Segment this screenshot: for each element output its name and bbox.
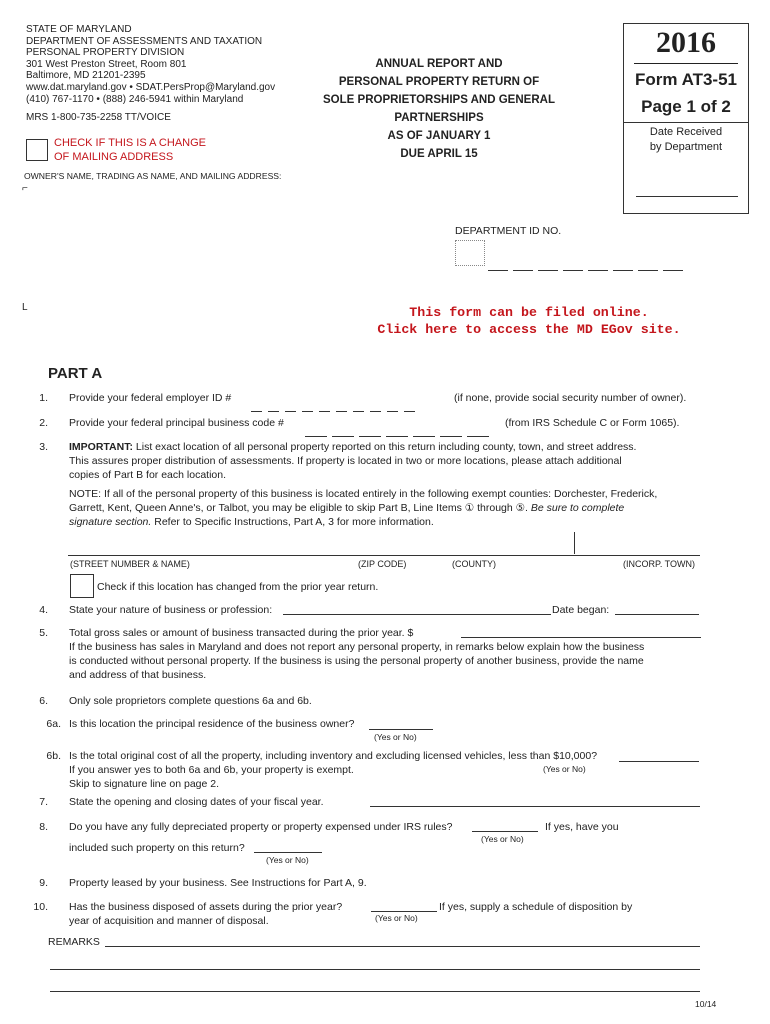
q10-yes-no: (Yes or No): [375, 913, 418, 923]
revision-date: 10/14: [695, 999, 717, 1009]
q6a-number: 6a.: [46, 718, 61, 730]
online-filing-link[interactable]: [300, 304, 758, 338]
q10-label: Has the business disposed of assets during the prior year?: [69, 901, 343, 913]
address-divider: [574, 532, 575, 554]
remarks-label: REMARKS: [48, 936, 100, 948]
addr-town-label: (INCORP. TOWN): [623, 559, 696, 569]
q4-number: 4.: [39, 604, 48, 616]
form-year: 2016: [656, 26, 716, 59]
agency-line2: DEPARTMENT OF ASSESSMENTS AND TAXATION: [26, 35, 263, 47]
q3-important: IMPORTANT:: [69, 441, 133, 453]
phone-line: (410) 767-1170 • (888) 246-5941 within Maryland: [26, 93, 244, 105]
web-email: www.dat.maryland.gov • SDAT.PersProp@Maryland.gov: [26, 81, 276, 93]
q6a-label: Is this location the principal residence of the business owner?: [69, 718, 355, 730]
note-line2b: Be sure to complete: [530, 502, 625, 514]
note-line1: NOTE: If all of the personal property of this business is located entirely in the following exempt counties: Dorchester, Frederick,: [69, 488, 658, 500]
q4-label: State your nature of business or profession:: [69, 604, 273, 616]
q5-line4: and address of that business.: [69, 669, 207, 681]
date-received-box: [623, 121, 749, 214]
q8-answer-input[interactable]: [472, 831, 538, 832]
note-line2a: Garrett, Kent, Queen Anne's, or Talbot, you may be eligible to skip Part B, Line Items ① through ⑤.: [69, 502, 528, 514]
address-line1: 301 West Preston Street, Room 801: [26, 58, 187, 70]
date-received-line: [636, 196, 738, 197]
q10-followup: If yes, supply a schedule of disposition by: [439, 901, 633, 913]
address-line2: Baltimore, MD 21201-2395: [26, 70, 146, 82]
corner-mark-top: ⌐: [22, 183, 28, 194]
q10-answer-input[interactable]: [371, 911, 437, 912]
q6b-line1: Is the total original cost of all the property, including inventory and excluding licensed vehicles, less than $10,000?: [69, 750, 598, 762]
agency-header: [26, 24, 316, 105]
agency-line1: STATE OF MARYLAND: [26, 24, 132, 35]
q6b-line3: Skip to signature line on page 2.: [69, 778, 220, 790]
q10-number: 10.: [33, 901, 48, 913]
change-address-label: [54, 137, 206, 164]
remarks-line-3[interactable]: [50, 991, 700, 992]
q8-yes-no: (Yes or No): [481, 834, 524, 844]
q9-label: Property leased by your business. See Instructions for Part A, 9.: [69, 877, 367, 889]
title-line3: SOLE PROPRIETORSHIPS AND GENERAL: [323, 94, 555, 106]
q8-line2: included such property on this return?: [69, 842, 245, 854]
addr-county-label: (COUNTY): [452, 559, 496, 569]
owner-name-label: OWNER'S NAME, TRADING AS NAME, AND MAILING ADDRESS:: [24, 171, 282, 181]
q1-note: (if none, provide social security number of owner).: [454, 392, 687, 404]
q10-line2: year of acquisition and manner of disposal.: [69, 915, 269, 927]
q1-label: Provide your federal employer ID #: [69, 392, 232, 404]
title-line4: PARTNERSHIPS: [394, 112, 484, 124]
date-received-line2: by Department: [649, 140, 723, 153]
note-line3a: signature section.: [69, 516, 152, 528]
q2-note: (from IRS Schedule C or Form 1065).: [505, 417, 680, 429]
corner-mark-bottom: L: [22, 302, 28, 313]
q7-label: State the opening and closing dates of your fiscal year.: [69, 796, 324, 808]
q6-label: Only sole proprietors complete questions 6a and 6b.: [69, 695, 312, 707]
location-changed-checkbox[interactable]: [70, 574, 94, 598]
q6-number: 6.: [39, 695, 48, 707]
change-address-label-line2: OF MAILING ADDRESS: [54, 150, 174, 163]
agency-line3: PERSONAL PROPERTY DIVISION: [26, 47, 185, 59]
form-number: Form AT3-51: [634, 70, 738, 89]
business-code-input[interactable]: [305, 428, 494, 440]
federal-employer-id-input[interactable]: [251, 403, 421, 415]
nature-of-business-input[interactable]: [283, 614, 551, 615]
note-line3b: Refer to Specific Instructions, Part A, 3 for more information.: [154, 516, 434, 528]
fiscal-year-input[interactable]: [370, 806, 700, 807]
gross-sales-input[interactable]: [461, 637, 701, 638]
q8-followup: If yes, have you: [545, 821, 619, 833]
remarks-line-2[interactable]: [50, 969, 700, 970]
q5-line2: If the business has sales in Maryland and does not report any personal property, in remarks below explain how the business: [69, 641, 645, 653]
q5-line3: is conducted without personal property. If the business is using the personal property of another business, provide the name: [69, 655, 644, 667]
date-began-input[interactable]: [615, 614, 699, 615]
form-badge: [623, 23, 749, 123]
q6b-line2: If you answer yes to both 6a and 6b, your property is exempt.: [69, 764, 354, 776]
q6b-number: 6b.: [46, 750, 61, 762]
remarks-line-1[interactable]: [105, 946, 700, 947]
change-address-checkbox[interactable]: [26, 139, 48, 161]
addr-zip-label: (ZIP CODE): [358, 559, 407, 569]
q8b-yes-no: (Yes or No): [266, 855, 309, 865]
location-changed-label: Check if this location has changed from the prior year return.: [97, 581, 379, 593]
q8b-answer-input[interactable]: [254, 852, 322, 853]
q2-label: Provide your federal principal business code #: [69, 417, 284, 429]
page-number: Page 1 of 2: [641, 97, 731, 116]
form-title: [300, 55, 578, 163]
q8-number: 8.: [39, 821, 48, 833]
q3-number: 3.: [39, 441, 48, 453]
q1-number: 1.: [39, 392, 48, 404]
online-line2[interactable]: Click here to access the MD EGov site.: [377, 322, 681, 337]
q3-line2: This assures proper distribution of assessments. If property is located in two or more locations, please attach additional: [69, 455, 622, 467]
q9-number: 9.: [39, 877, 48, 889]
online-line1[interactable]: This form can be filed online.: [409, 305, 649, 320]
title-line6: DUE APRIL 15: [400, 148, 478, 160]
q6a-yes-no: (Yes or No): [374, 732, 417, 742]
q6b-answer-input[interactable]: [619, 761, 699, 762]
q6b-yes-no: (Yes or No): [543, 764, 586, 774]
title-line2: PERSONAL PROPERTY RETURN OF: [338, 76, 540, 88]
department-id-input[interactable]: [488, 262, 688, 274]
q4-date-label: Date began:: [552, 604, 610, 616]
change-address-label-line1: CHECK IF THIS IS A CHANGE: [54, 137, 206, 149]
q2-number: 2.: [39, 417, 48, 429]
q7-number: 7.: [39, 796, 48, 808]
location-address-line[interactable]: [68, 555, 700, 556]
department-id-label: DEPARTMENT ID NO.: [455, 225, 562, 237]
q5-text: [69, 626, 709, 682]
date-received-line1: Date Received: [649, 126, 723, 138]
title-line1: ANNUAL REPORT AND: [375, 58, 503, 70]
title-line5: AS OF JANUARY 1: [387, 130, 491, 142]
q3-text: [69, 440, 709, 482]
q3-note: [69, 487, 709, 529]
q5-number: 5.: [39, 627, 48, 639]
tty-line: MRS 1-800-735-2258 TT/VOICE: [26, 112, 171, 123]
q3-line1: List exact location of all personal property reported on this return including county, town, and street address.: [135, 441, 637, 453]
part-a-heading: PART A: [48, 365, 103, 382]
q5-line1: Total gross sales or amount of business transacted during the prior year. $: [69, 627, 414, 639]
addr-street-label: (STREET NUMBER & NAME): [70, 559, 190, 569]
q8-label: Do you have any fully depreciated property or property expensed under IRS rules?: [69, 821, 453, 833]
q3-line3: copies of Part B for each location.: [69, 469, 227, 481]
q6a-answer-input[interactable]: [369, 729, 433, 730]
department-id-prefix-box[interactable]: [455, 240, 485, 266]
